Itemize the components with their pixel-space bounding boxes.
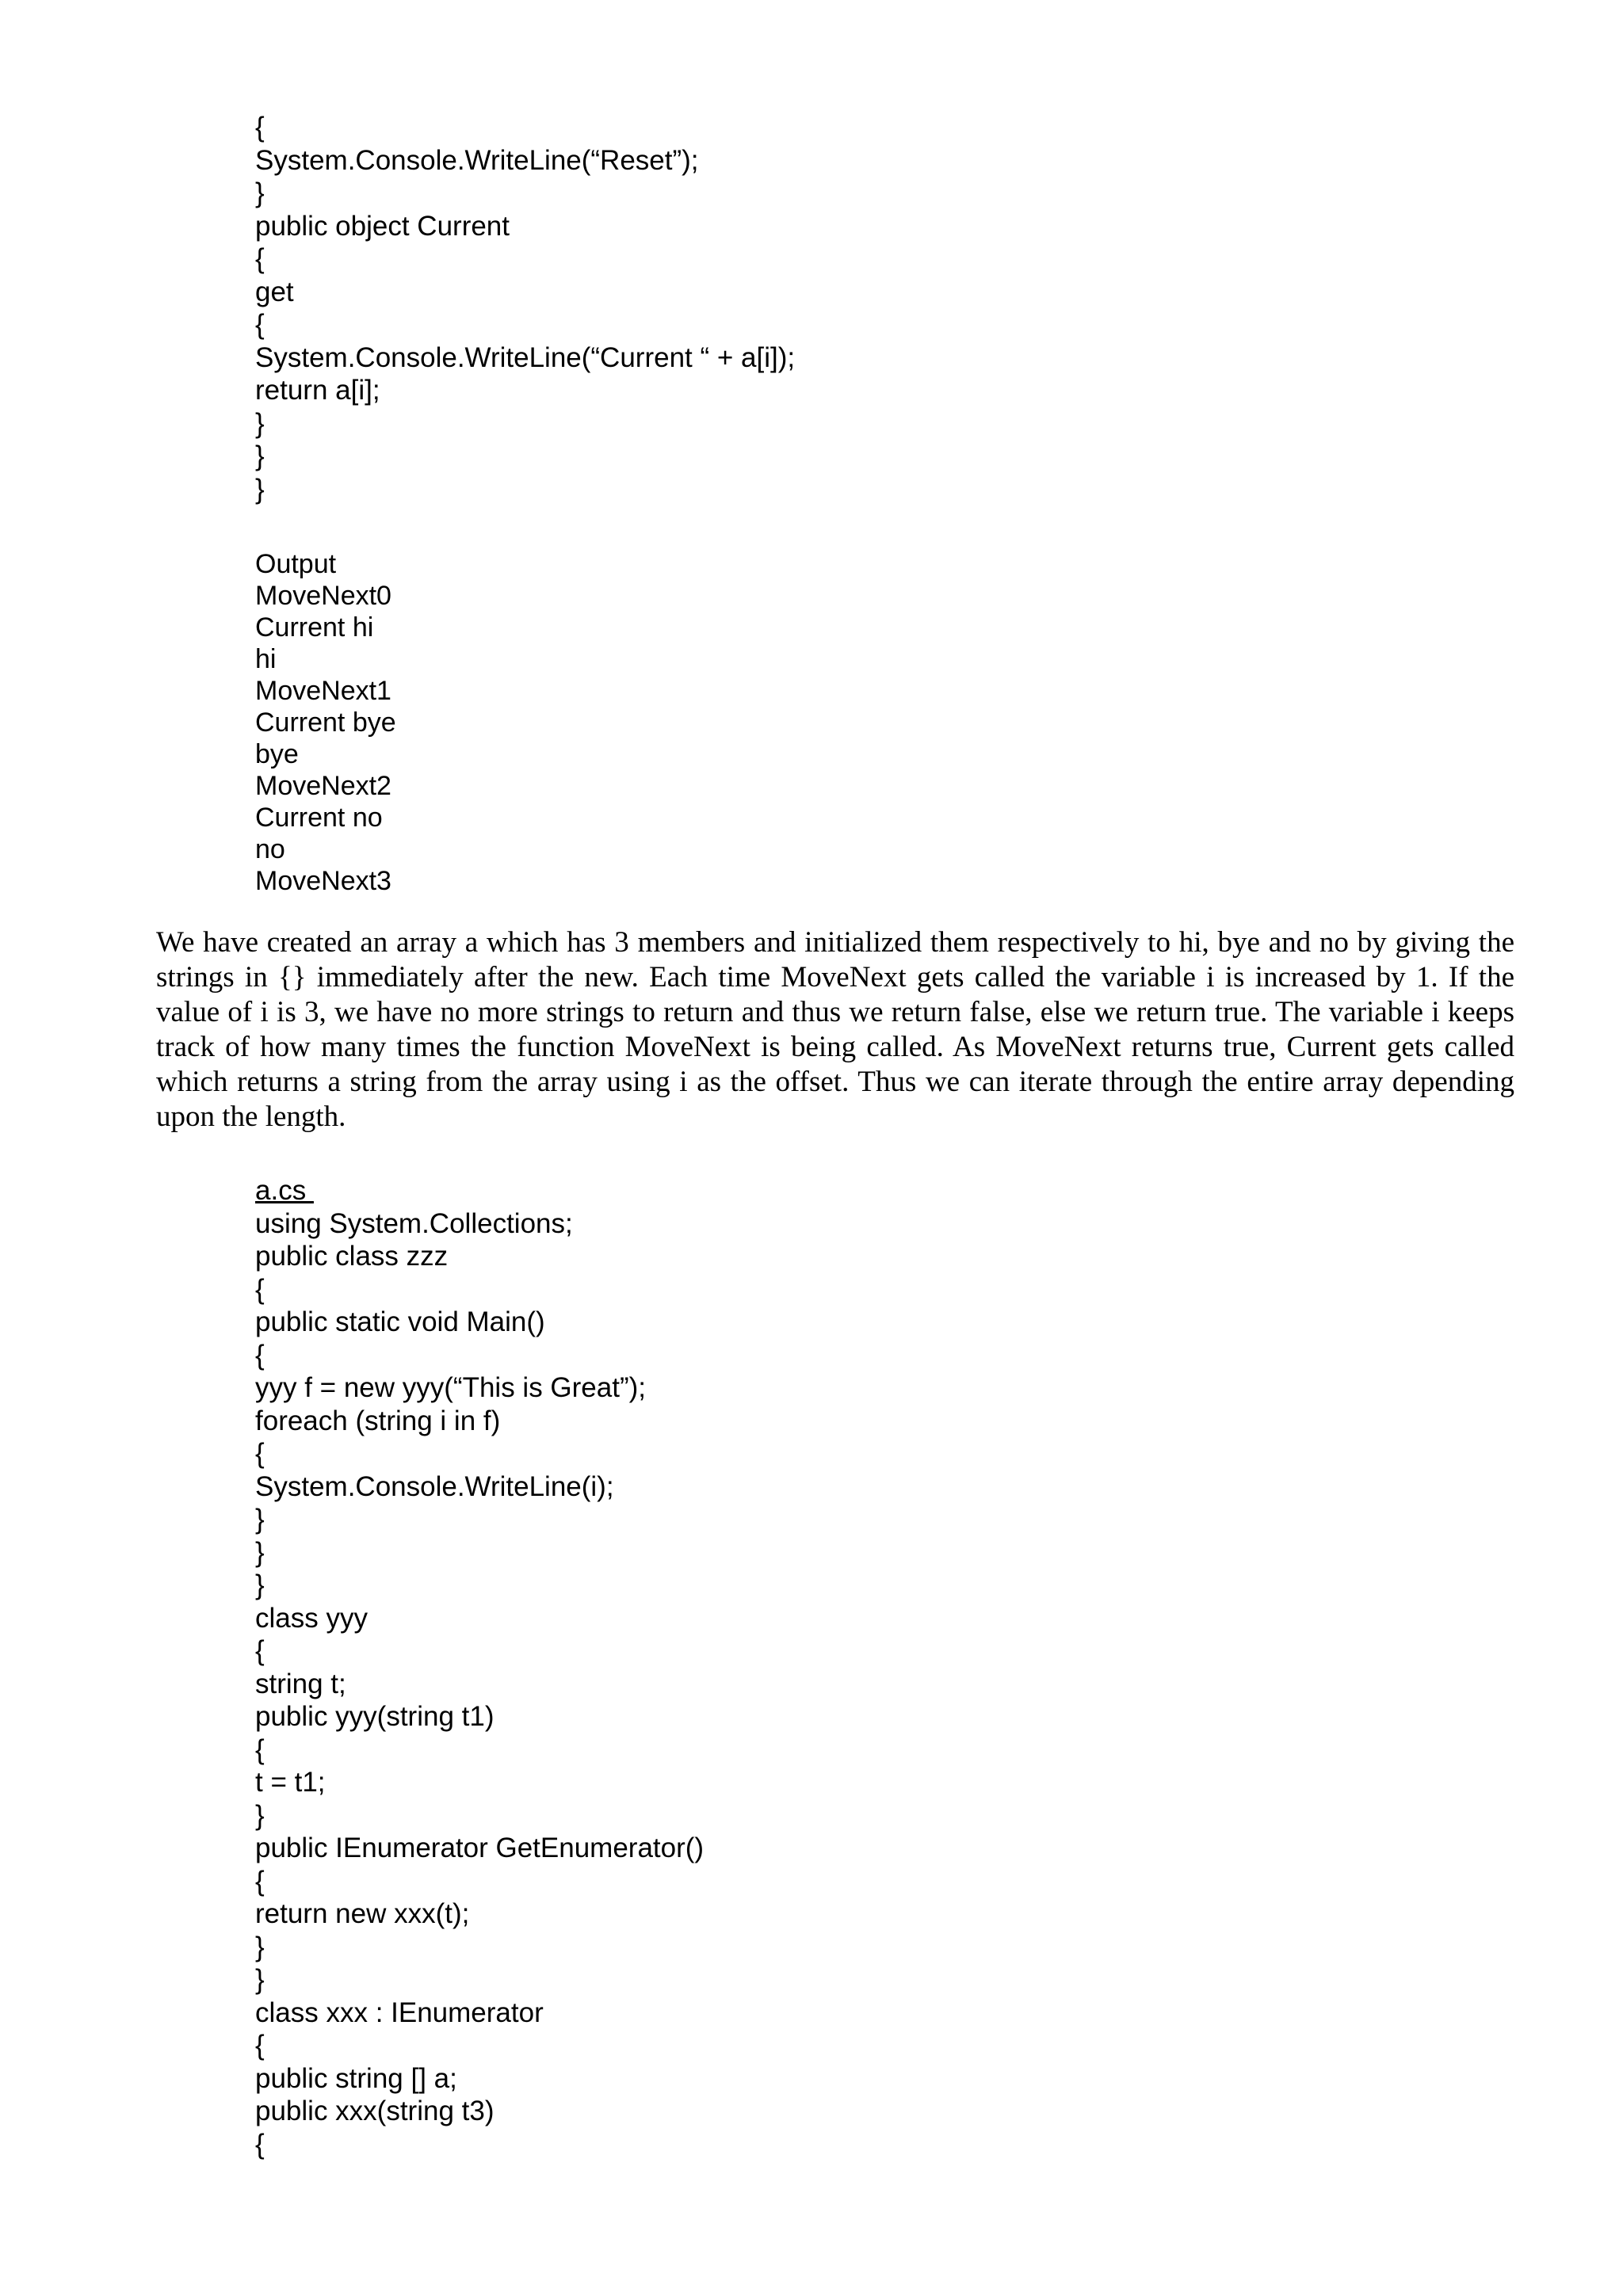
code-line: return a[i]; [255, 375, 380, 406]
code-listing-top [255, 111, 795, 505]
code-line: foreach (string i in f) [255, 1405, 501, 1436]
code-line: return new xxx(t); [255, 1898, 470, 1929]
code-line: { [255, 1273, 265, 1305]
code-line: public class zzz [255, 1241, 449, 1272]
output-line: Current hi [255, 612, 374, 643]
code-line: } [255, 177, 265, 208]
code-line: t = t1; [255, 1767, 326, 1798]
code-line: public string [] a; [255, 2062, 457, 2094]
output-line: hi [255, 644, 277, 674]
code-line: System.Console.WriteLine(“Reset”); [255, 144, 699, 176]
code-line: } [255, 1931, 265, 1962]
code-line: get [255, 276, 294, 307]
output-line: Current bye [255, 707, 396, 738]
code-line: } [255, 1964, 265, 1995]
code-line: public yyy(string t1) [255, 1701, 495, 1732]
code-line: yyy f = new yyy(“This is Great”); [255, 1372, 646, 1403]
output-line: MoveNext1 [255, 676, 391, 706]
code-line: using System.Collections; [255, 1207, 573, 1239]
code-line: { [255, 309, 265, 340]
output-line: MoveNext3 [255, 866, 391, 896]
code-line: { [255, 112, 265, 143]
code-line: class yyy [255, 1602, 368, 1634]
code-line: System.Console.WriteLine(i); [255, 1470, 614, 1502]
output-line: no [255, 834, 285, 864]
code-line: public object Current [255, 210, 510, 242]
code-line: { [255, 1339, 265, 1371]
code-line: string t; [255, 1668, 346, 1699]
code-listing-bottom [255, 1174, 704, 2161]
output-heading: Output [255, 549, 337, 579]
code-line: class xxx : IEnumerator [255, 1997, 544, 2028]
output-listing [255, 548, 396, 897]
output-line: bye [255, 739, 299, 769]
code-line: } [255, 473, 265, 505]
code-line: public IEnumerator GetEnumerator() [255, 1833, 705, 1863]
explanation-paragraph: We have created an array a which has 3 members and initialized them respectively to hi, bye and no by giving the strings in {} immediately after the new. Each time MoveNext gets called the variable i is increased by 1. If the value of i is 3, we have no more strings to return and thus we return false, else we return true. The variable i keeps track of how many times the function MoveNext is being called. As MoveNext returns true, Current gets called which returns a string from the array using i as the offset. Thus we can iterate through the entire array depending upon the length. [156, 926, 1514, 1133]
code-line: { [255, 1865, 265, 1897]
code-line: System.Console.WriteLine(“Current “ + a[i]); [255, 341, 796, 373]
output-line: MoveNext2 [255, 771, 391, 801]
code-line: { [255, 1733, 265, 1765]
code-line: } [255, 1536, 265, 1568]
code-line: { [255, 1635, 265, 1666]
code-line: public static void Main() [255, 1306, 545, 1337]
code-line: } [255, 1569, 265, 1600]
code-line: { [255, 1438, 265, 1469]
code-line: } [255, 407, 265, 439]
output-line: Current no [255, 803, 383, 833]
code-line: { [255, 2030, 265, 2061]
code-line: } [255, 1799, 265, 1831]
code-line: } [255, 1504, 265, 1535]
code-line: { [255, 243, 265, 274]
code-line: public xxx(string t3) [255, 2096, 495, 2126]
code-line: } [255, 441, 265, 471]
filename-label: a.cs [255, 1175, 314, 1206]
code-line: { [255, 2128, 265, 2160]
output-line: MoveNext0 [255, 581, 391, 611]
